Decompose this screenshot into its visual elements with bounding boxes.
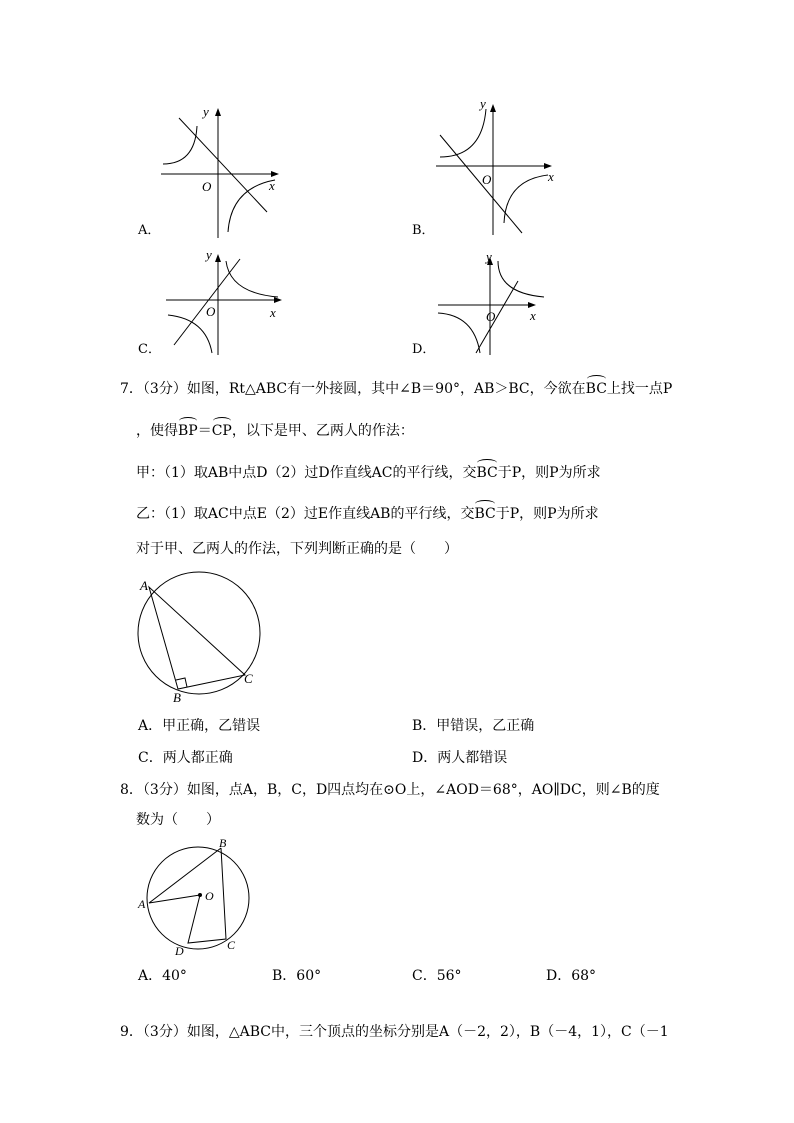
vertex-a-label: A [140,578,148,593]
vertex-c-label: C [244,671,253,686]
q7-stem-2a: ，使得 [136,423,178,439]
option-a-label: A． [138,223,161,238]
q7-yi-text: 乙：（1）取AC中点E（2）过E作直线AB的平行线，交 [136,506,475,522]
q7-number: 7． [120,381,143,397]
x-label: x [530,308,536,323]
arc-cp: CP [211,423,232,439]
origin-label: O [202,179,212,194]
q8-option-d[interactable]: D．68° [546,968,597,984]
q7-yi-end: 于P，则P为所求 [495,506,599,522]
q7-jia-method [136,463,601,483]
point-o-label: O [205,889,214,903]
arc-bc: BC [474,506,496,522]
q7-jia-end: 于P，则P为所求 [497,465,601,481]
q7-stem-line-2 [136,421,414,441]
q8-figure [135,835,255,960]
q7-jia-text: 甲：（1）取AB中点D（2）过D作直线AC的平行线，交 [136,465,477,481]
option-d-label: D． [412,342,436,357]
q7-yi-method [136,504,599,524]
option-b-label: B． [412,223,435,238]
point-d-label: D [175,944,184,958]
option-c-label: C． [138,342,161,357]
q7-figure [130,570,270,705]
q8-stem-line-2: 数为（ ） [136,812,220,828]
origin-label: O [486,309,496,324]
graph-option-d [432,245,557,360]
q8-stem-line-1 [120,780,660,800]
q7-score: （3分） [142,381,187,397]
q7-option-a[interactable]: A．甲正确，乙错误 [138,718,261,734]
y-label: y [203,104,209,119]
graph-option-a [155,100,285,240]
arc-bc: BC [585,381,607,397]
arc-bp: BP [178,423,198,439]
q8-stem: 如图，点A，B，C，D四点均在⊙O上，∠AOD＝68°，AO∥DC，则∠B的度 [186,782,660,798]
x-label: x [269,178,275,193]
q9-stem-line-1 [120,1022,669,1042]
q9-number: 9． [120,1024,143,1040]
q7-stem: 如图，Rt△ABC有一外接圆，其中∠B＝90°，AB＞BC，今欲在 [186,381,586,397]
y-label: y [480,96,486,111]
origin-label: O [206,304,216,319]
q9-score: （3分） [142,1024,187,1040]
q7-option-b[interactable]: B．甲错误，乙正确 [412,718,535,734]
arc-bc: BC [476,465,498,481]
q7-option-d[interactable]: D．两人都错误 [412,750,508,766]
q7-stem-tail: 上找一点P [606,381,673,397]
q7-stem-line-1 [120,379,672,399]
graph-option-b [430,95,565,240]
point-c-label: C [227,938,236,952]
q7-option-c[interactable]: C．两人都正确 [138,750,233,766]
y-label: y [206,247,212,262]
q7-stem-2b: ＝ [197,423,212,439]
q8-option-c[interactable]: C．56° [412,968,462,984]
q7-stem-2c: ，以下是甲、乙两人的作法： [231,423,414,439]
graph-option-c [160,245,290,360]
point-a-label: A [138,897,146,911]
q8-option-a[interactable]: A．40° [138,968,187,984]
q7-question: 对于甲、乙两人的作法，下列判断正确的是（ ） [136,541,458,557]
q8-score: （3分） [142,782,187,798]
point-b-label: B [219,836,227,850]
q9-stem: 如图，△ABC中，三个顶点的坐标分别是A（－2，2），B（－4，1），C（－1 [186,1024,669,1040]
x-label: x [270,305,276,320]
vertex-b-label: B [173,690,181,705]
y-label: y [486,249,492,264]
q8-number: 8． [120,782,143,798]
origin-label: O [482,172,492,187]
x-label: x [548,169,554,184]
q8-option-b[interactable]: B．60° [272,968,322,984]
